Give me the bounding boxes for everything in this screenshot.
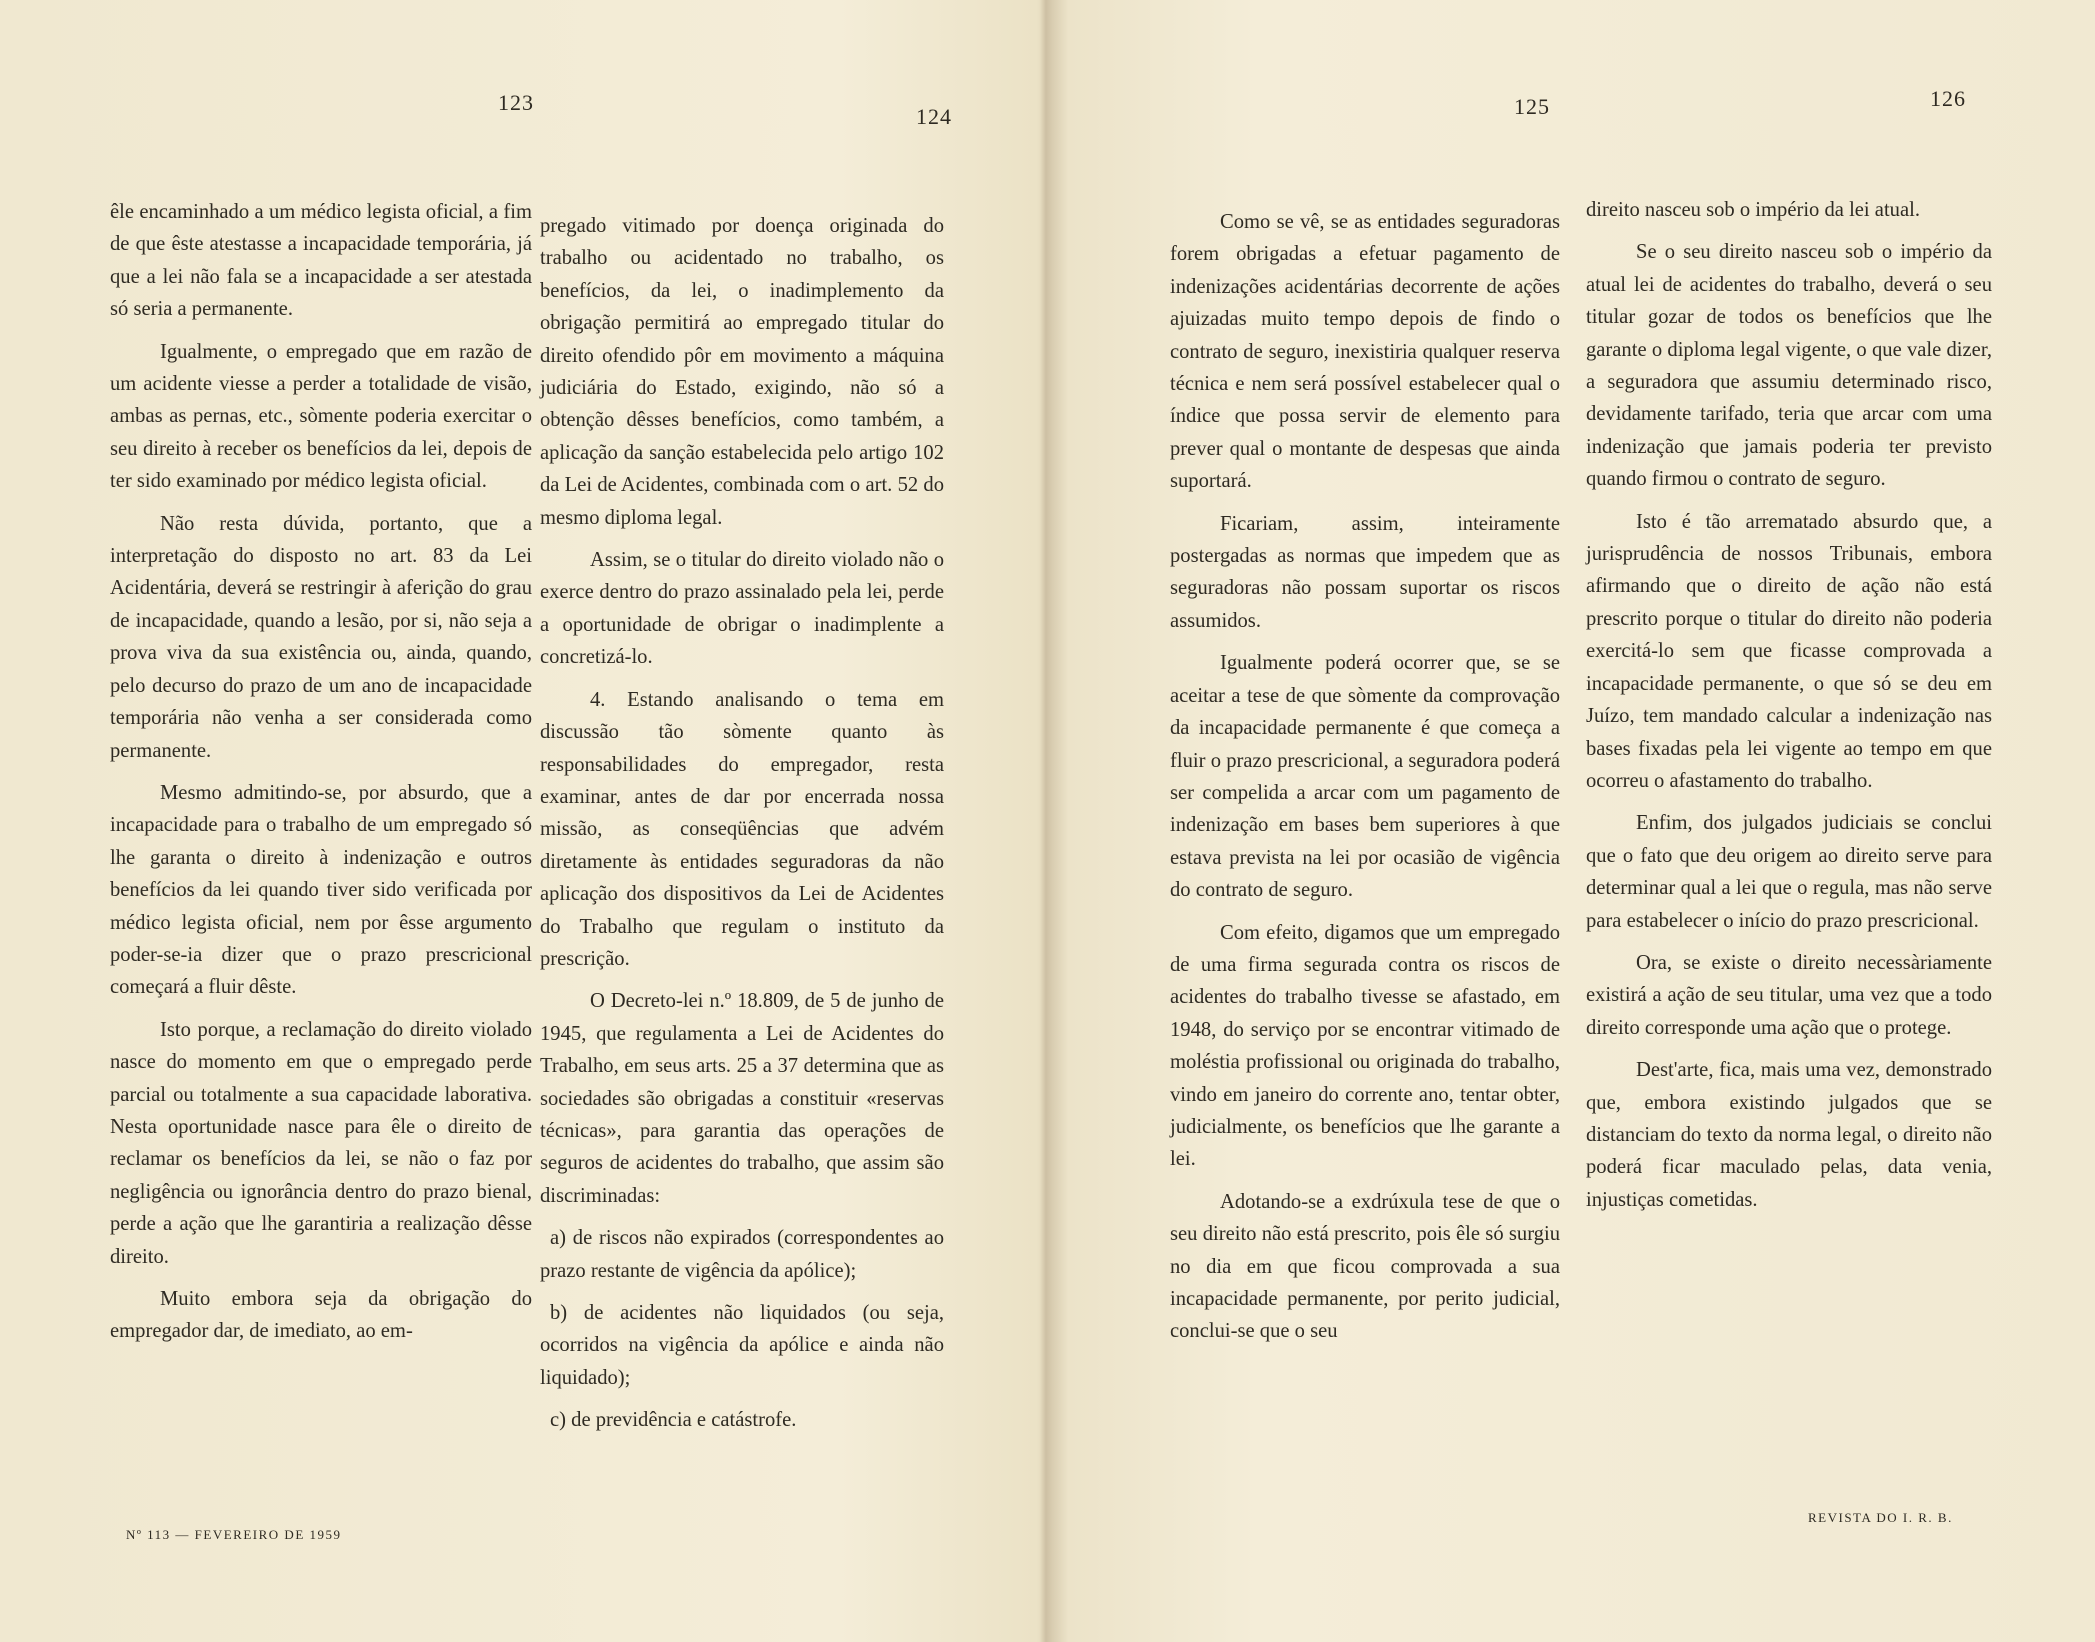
page-number-125: 125 — [1514, 94, 1550, 119]
paragraph: Isto é tão arrematado absurdo que, a jurisprudência de nossos Tribunais, embora afirmando que o direito de ação não está prescrito porque o titular do direito não poderia exercitá-lo sem que ficasse comprovada a incapacidade permanente, o que só se deu em Juízo, tem mandado calcular a indenização nas bases fixadas pela lei vigente ao tempo em que ocorreu o afastamento do trabalho. — [1586, 510, 1992, 792]
column-4 — [1586, 194, 1992, 1226]
paragraph: pregado vitimado por doença originada do trabalho ou acidentado no trabalho, os benefícios, da lei, o inadimplemento da obrigação permitirá ao empregado titular do direito ofendido pôr em movimento a máquina judiciária do Estado, exigindo, não só a obtenção dêsses benefícios, como também, a aplicação da sanção estabelecida pelo artigo 102 da Lei de Acidentes, combinada com o art. 52 do mesmo diploma legal. — [540, 215, 944, 529]
paragraph: Ficariam, assim, inteiramente postergadas as normas que impedem que as seguradoras não possam suportar os riscos assumidos. — [1170, 512, 1560, 632]
paragraph: Enfim, dos julgados judiciais se conclui que o fato que deu origem ao direito serve para determinar qual a lei que o regula, mas não serve para estabelecer o início do prazo prescricional. — [1586, 812, 1992, 932]
paragraph: Muito embora seja da obrigação do empregador dar, de imediato, ao em- — [110, 1288, 532, 1343]
column-3 — [1170, 206, 1560, 1358]
column-2 — [540, 210, 944, 1447]
paragraph: direito nasceu sob o império da lei atual. — [1586, 199, 1920, 221]
paragraph: Adotando-se a exdrúxula tese de que o seu direito não está prescrito, pois êle só surgiu no dia em que ficou comprovada a sua incapacidade permanente, por perito judicial, conclui-se que o seu — [1170, 1190, 1560, 1343]
list-item: a) de riscos não expirados (correspondentes ao prazo restante de vigência da apólice); — [540, 1227, 944, 1282]
paragraph: Com efeito, digamos que um empregado de uma firma segurada contra os riscos de acidentes do trabalho tivesse se afastado, em 1948, do serviço por se encontrar vitimado de moléstia profissional ou originada do trabalho, vindo em janeiro do corrente ano, tentar obter, judicialmente, os benefícios que lhe garante a lei. — [1170, 921, 1560, 1171]
page-gutter — [1040, 0, 1052, 1642]
paragraph: Ora, se existe o direito necessàriamente existirá a ação de seu titular, uma vez que a todo direito corresponde uma ação que o protege. — [1586, 951, 1992, 1039]
column-1 — [110, 196, 532, 1358]
page-number-123: 123 — [498, 90, 534, 115]
paragraph: Isto porque, a reclamação do direito violado nasce do momento em que o empregado perde parcial ou totalmente a sua capacidade laborativa. Nesta oportunidade nasce para êle o direito de reclamar os benefícios da lei, se não o faz por negligência ou ignorância dentro do prazo bienal, perde a ação que lhe garantiria a realização dêsse direito. — [110, 1018, 532, 1268]
list-item: c) de previdência e catástrofe. — [550, 1409, 797, 1432]
paragraph: Igualmente poderá ocorrer que, se se aceitar a tese de que sòmente da comprovação da incapacidade permanente é que começa a fluir o prazo prescricional, a seguradora poderá ser compelida a arcar com um pagamento de indenização em bases bem superiores à que estava prevista na lei por ocasião de vigência do contrato de seguro. — [1170, 652, 1560, 902]
paragraph: Mesmo admitindo-se, por absurdo, que a incapacidade para o trabalho de um empregado só lhe garanta o direito à indenização e outros benefícios da lei quando tiver sido verificada por médico legista oficial, nem por êsse argumento poder-se-ia dizer que o prazo prescricional começará a fluir dêste. — [110, 781, 532, 999]
paragraph: Igualmente, o empregado que em razão de um acidente viesse a perder a totalidade de visão, ambas as pernas, etc., sòmente poderia exercitar o seu direito à receber os benefícios da lei, depois de ter sido examinado por médico legista oficial. — [110, 340, 532, 493]
paragraph: Se o seu direito nasceu sob o império da atual lei de acidentes do trabalho, deverá o seu titular gozar de todos os benefícios que lhe garante o diploma legal vigente, o que vale dizer, a seguradora que assumiu determinado risco, devidamente tarifado, teria que arcar com uma indenização que jamais poderia ter previsto quando firmou o contrato de seguro. — [1586, 241, 1992, 491]
paragraph: Dest'arte, fica, mais uma vez, demonstrado que, embora existindo julgados que se distanciam do texto da norma legal, o direito não poderá ficar maculado pelas, data venia, injustiças cometidas. — [1586, 1059, 1992, 1211]
paragraph: Assim, se o titular do direito violado não o exerce dentro do prazo assinalado pela lei, perde a oportunidade de obrigar o inadimplente a concretizá-lo. — [540, 549, 944, 669]
paragraph: 4. Estando analisando o tema em discussão tão sòmente quanto às responsabilidades do empregador, resta examinar, antes de dar por encerrada nossa missão, as conseqüências que advém diretamente às entidades seguradoras da não aplicação dos dispositivos da Lei de Acidentes do Trabalho que regulam o instituto da prescrição. — [540, 688, 944, 970]
paragraph: Não resta dúvida, portanto, que a interpretação do disposto no art. 83 da Lei Acidentária, deverá se restringir à aferição do grau de incapacidade, quando a lesão, por si, não seja a prova viva da sua existência ou, ainda, quando, pelo decurso do prazo de um ano de incapacidade temporária não venha a ser considerada como permanente. — [110, 512, 532, 762]
paragraph: Como se vê, se as entidades seguradoras forem obrigadas a efetuar pagamento de indenizações acidentárias decorrente de ações ajuizadas muito tempo depois de findo o contrato de seguro, inexistiria qualquer reserva técnica e nem será possível estabelecer qual o índice que possa servir de elemento para prever qual o montante de despesas que ainda suportará. — [1170, 211, 1560, 493]
paragraph: O Decreto-lei n.º 18.809, de 5 de junho de 1945, que regulamenta a Lei de Acidentes do Trabalho, em seus arts. 25 a 37 determina que as sociedades são obrigadas a constituir «reservas técnicas», para garantia das operações de seguros de acidentes do trabalho, que assim são discriminadas: — [540, 990, 944, 1207]
paragraph: êle encaminhado a um médico legista oficial, a fim de que êste atestasse a incapacidade temporária, já que a lei não fala se a incapacidade a ser atestada só seria a permanente. — [110, 201, 532, 321]
page-number-124: 124 — [916, 104, 952, 129]
list-item: b) de acidentes não liquidados (ou seja, ocorridos na vigência da apólice e ainda não liquidado); — [540, 1302, 944, 1389]
footer-issue-date: Nº 113 — FEVEREIRO DE 1959 — [126, 1527, 342, 1542]
footer-journal-name: REVISTA DO I. R. B. — [1808, 1510, 1953, 1525]
page-number-126: 126 — [1930, 86, 1966, 111]
